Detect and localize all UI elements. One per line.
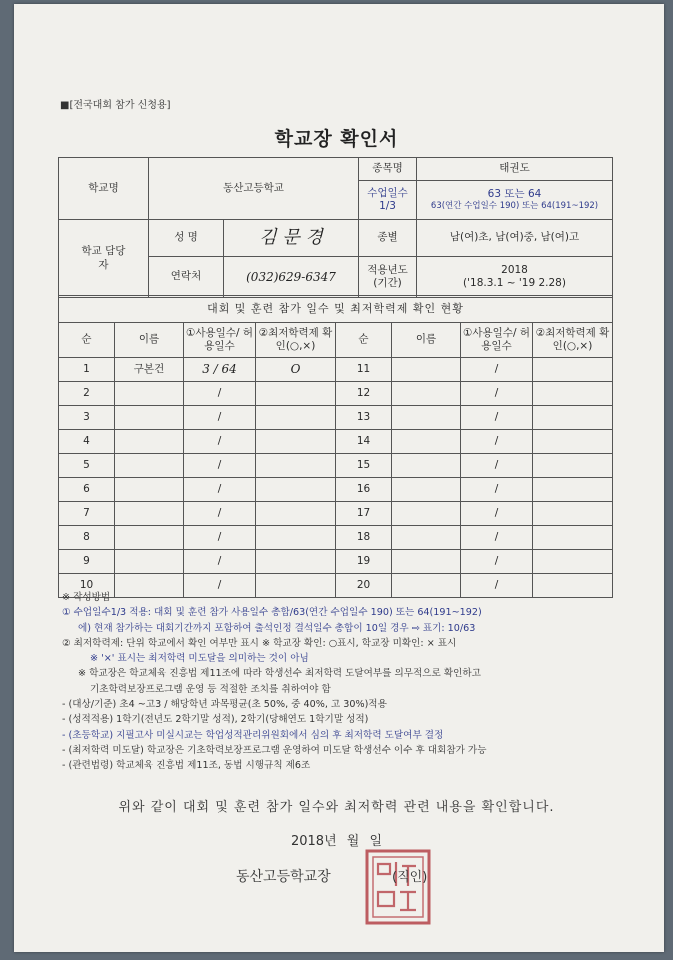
event-value: 태권도 [417,158,613,181]
row-min-check [533,382,613,406]
header-name: 이름 [392,323,461,358]
header-min: ②최저학력제 확인(○,×) [256,323,336,358]
header-num: 순 [336,323,392,358]
row-days: / [461,454,533,478]
table-row [59,382,613,406]
row-min-check [533,478,613,502]
row-number: 7 [59,502,115,526]
row-name [115,478,184,502]
row-number: 11 [336,358,392,382]
row-name [115,382,184,406]
row-min-check [256,478,336,502]
year-cell [417,257,613,298]
row-number: 14 [336,430,392,454]
row-days: / [184,574,256,598]
row-days: / [461,430,533,454]
row-name [392,358,461,382]
row-number: 13 [336,406,392,430]
row-days: / [461,502,533,526]
row-min-check [533,430,613,454]
info-table [58,157,613,298]
row-min-check: O [256,358,336,382]
row-number: 2 [59,382,115,406]
row-days: / [461,550,533,574]
school-label: 학교명 [59,158,149,220]
row-days: / [461,406,533,430]
contact-value: (032)629-6347 [224,257,359,298]
row-min-check [256,526,336,550]
school-name: 동산고등학교 [149,158,359,220]
page-title: 학교장 확인서 [274,128,399,150]
row-days: / [461,574,533,598]
header-min: ②최저학력제 확인(○,×) [533,323,613,358]
note-item: - (성적적용) 1학기(전년도 2학기말 성적), 2학기(당해연도 1학기말 성적) [62,714,369,726]
row-days: / [461,478,533,502]
row-number: 6 [59,478,115,502]
row-min-check [256,454,336,478]
table-row [59,502,613,526]
table-row [59,430,613,454]
note-item: ② 최저학력제: 단위 학교에서 확인 여부만 표시 ※ 학교장 확인: ○표시, 학교장 미확인: × 표시 [62,637,457,649]
header-name: 이름 [115,323,184,358]
note-item: - (초등학교) 지필고사 미실시교는 학업성적관리위원회에서 심의 후 최저학력 도달여부 결정 [62,729,444,741]
row-days: / [184,550,256,574]
row-min-check [533,502,613,526]
row-name [115,454,184,478]
row-days: / [461,526,533,550]
row-number: 1 [59,358,115,382]
participation-table [58,295,613,598]
row-days: / [184,502,256,526]
row-min-check [256,430,336,454]
row-number: 10 [59,574,115,598]
row-number: 16 [336,478,392,502]
row-number: 8 [59,526,115,550]
row-min-check [256,502,336,526]
row-min-check [533,406,613,430]
table-row [59,526,613,550]
table-row [59,454,613,478]
category-label: 종별 [359,220,417,257]
row-number: 20 [336,574,392,598]
row-min-check [533,454,613,478]
category-value: 남(여)초, 남(여)중, 남(여)고 [417,220,613,257]
row-number: 12 [336,382,392,406]
row-number: 17 [336,502,392,526]
row-min-check [256,406,336,430]
row-days: / [184,478,256,502]
year-label: 적용년도 (기간) [359,257,417,298]
table-row [59,550,613,574]
note-item: ※ 학교장은 학교체육 진흥법 제11조에 따라 학생선수 최저학력 도달여부를 의무적으로 확인하고 [78,668,481,680]
note-item: 기초학력보장프로그램 운영 등 적절한 조치를 취하여야 함 [90,683,331,695]
note-item: - (관련법령) 학교체육 진흥법 제11조, 동법 시행규칙 제6조 [62,760,311,772]
class-days-value: 63 또는 64 [487,188,542,201]
manager-label: 학교 담당자 [59,220,149,298]
table-row [59,358,613,382]
row-number: 19 [336,550,392,574]
date-line: 2018년 월 일 [290,834,383,849]
table-title: 대회 및 훈련 참가 일수 및 최저학력제 확인 현황 [59,296,613,323]
row-days: / [184,430,256,454]
row-number: 9 [59,550,115,574]
row-days: / [461,382,533,406]
year-period: ('18.3.1 ~ '19 2.28) [463,277,566,289]
year-value: 2018 [501,263,528,276]
official-seal-icon [364,848,432,926]
class-days-label: 수업일수 1/3 [359,181,417,220]
row-name [392,526,461,550]
note-item: - (최저학력 미도달) 학교장은 기초학력보장프로그램 운영하여 미도달 학생선수 이수 후 대회참가 가능 [62,744,487,756]
row-name [392,478,461,502]
note-item: ① 수업일수1/3 적용: 대회 및 훈련 참가 사용일수 총합/63(연간 수업일수 190) 또는 64(191~192) [62,607,482,619]
row-name [115,406,184,430]
row-number: 5 [59,454,115,478]
row-name [115,550,184,574]
event-label: 종목명 [359,158,417,181]
row-name [115,502,184,526]
row-number: 18 [336,526,392,550]
note-item: ※ '×' 표시는 최저학력 미도달을 의미하는 것이 아님 [90,653,309,665]
row-number: 4 [59,430,115,454]
row-days: / [184,454,256,478]
confirmation-statement: 위와 같이 대회 및 훈련 참가 일수와 최저학력 관련 내용을 확인합니다. [118,800,555,815]
row-days: / [184,382,256,406]
row-min-check [256,550,336,574]
row-number: 3 [59,406,115,430]
row-days: / [184,406,256,430]
contact-label: 연락처 [149,257,224,298]
row-number: 15 [336,454,392,478]
row-name [115,526,184,550]
header-num: 순 [59,323,115,358]
writing-instructions [62,590,622,774]
class-days-cell [417,181,613,220]
row-name [392,502,461,526]
row-name [392,454,461,478]
row-days: 3 / 64 [184,358,256,382]
row-name: 구본건 [115,358,184,382]
document-type-label: ■[전국대회 참가 신청용] [60,100,171,111]
principal-title: 동산고등학교장 [236,869,331,885]
seal-label: (직인) [392,870,428,885]
row-name [115,430,184,454]
row-name [392,430,461,454]
name-label: 성 명 [149,220,224,257]
row-min-check [533,358,613,382]
note-item: - (대상/기준) 초4 ~고3 / 해당학년 과목평균(초 50%, 중 40%, 고 30%)적용 [62,699,387,711]
row-name [392,406,461,430]
table-row [59,406,613,430]
row-name [392,382,461,406]
class-days-detail: 63(연간 수업일수 190) 또는 64(191~192) [430,201,599,212]
notes-heading: ※ 작성방법 [62,592,111,603]
name-value: 김 문 경 [224,220,359,257]
header-days: ①사용일수/ 허용일수 [184,323,256,358]
row-name [392,550,461,574]
table-row [59,478,613,502]
note-item: 에) 현재 참가하는 대회기간까지 포함하여 출석인정 결석일수 총합이 10일 경우 ⇨ 표기: 10/63 [78,622,476,634]
row-min-check [533,550,613,574]
row-days: / [461,358,533,382]
row-days: / [184,526,256,550]
row-min-check [533,526,613,550]
header-days: ①사용일수/ 허용일수 [461,323,533,358]
row-min-check [256,382,336,406]
